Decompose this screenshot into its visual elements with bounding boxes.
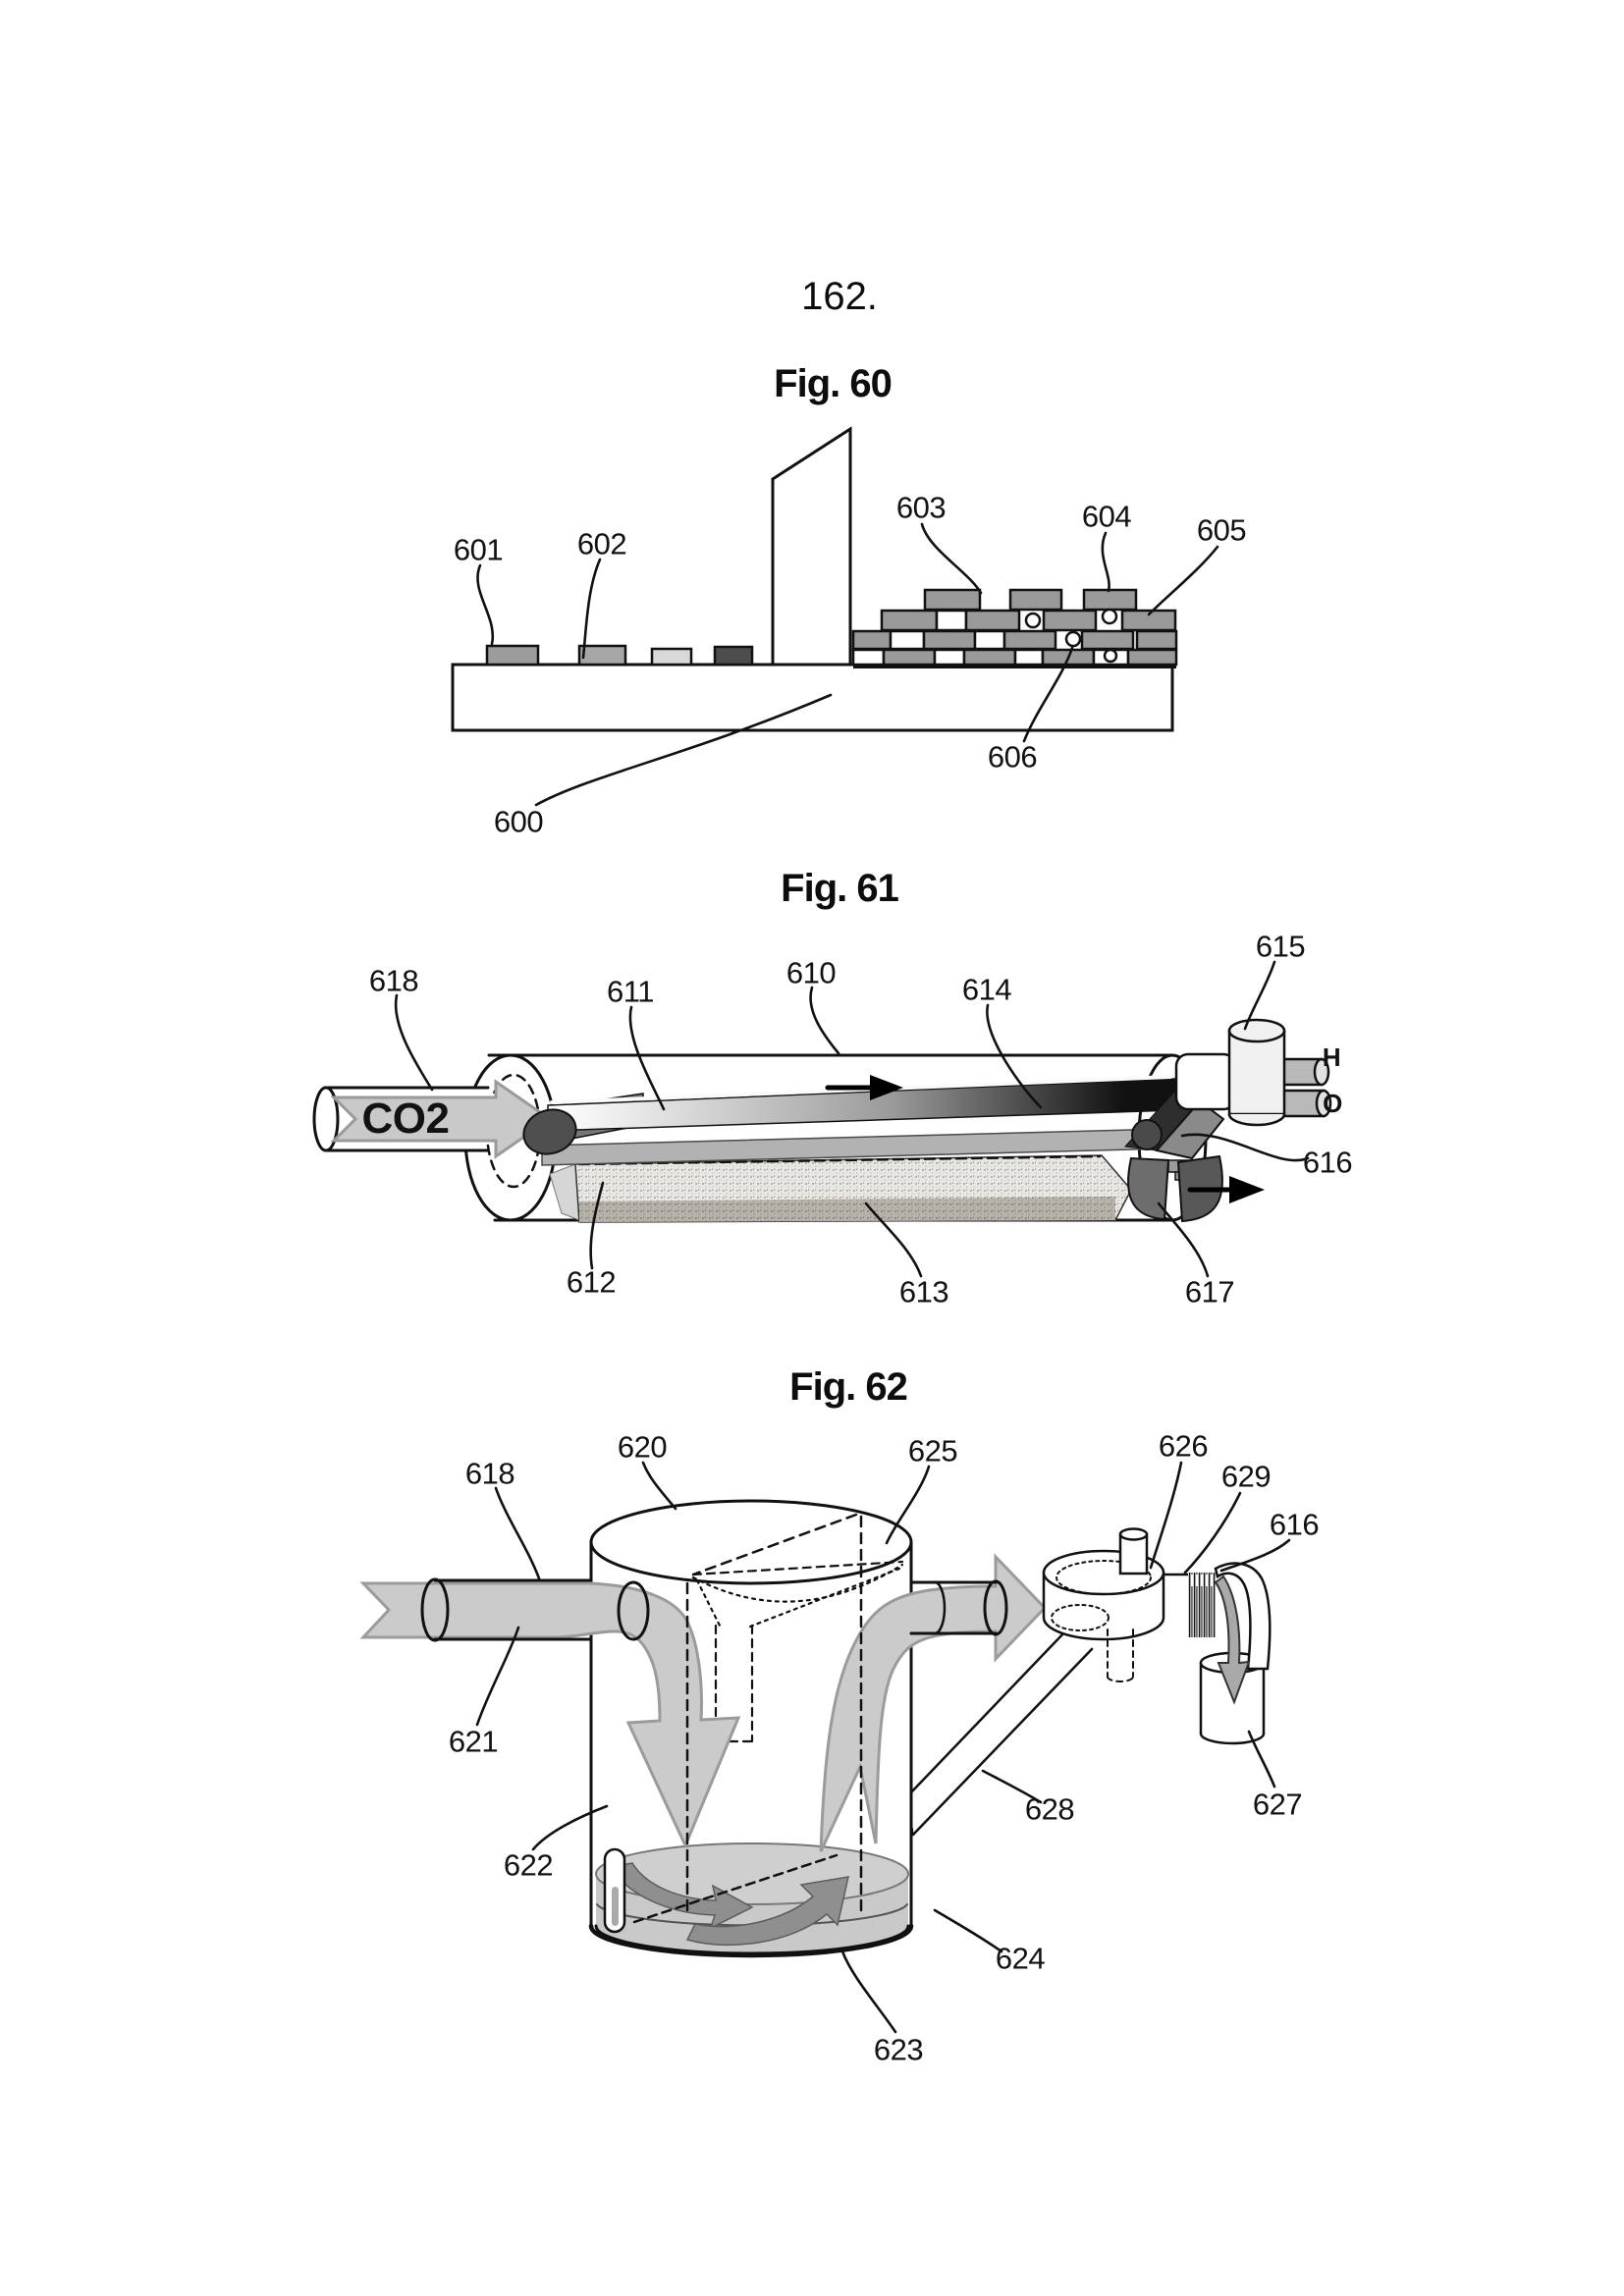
ref-628: 628 xyxy=(1024,1791,1075,1827)
brick xyxy=(1128,650,1176,665)
ref-616-fig62: 616 xyxy=(1269,1507,1320,1542)
ref-615: 615 xyxy=(1255,929,1306,964)
block-light xyxy=(652,649,691,665)
leader-602 xyxy=(583,560,600,658)
brick xyxy=(1084,590,1136,610)
ref-626: 626 xyxy=(1158,1428,1209,1464)
fig61-caption: Fig. 61 xyxy=(781,867,898,910)
fig60-art xyxy=(453,429,1218,805)
ref-627: 627 xyxy=(1252,1787,1303,1822)
leader-624 xyxy=(935,1910,1001,1951)
level-gauge xyxy=(605,1849,624,1932)
leader-629 xyxy=(1185,1493,1240,1573)
hub xyxy=(1132,1120,1162,1149)
ref-620: 620 xyxy=(617,1429,668,1465)
leader-627 xyxy=(1249,1732,1274,1787)
leader-618 xyxy=(396,995,432,1090)
brush-616 xyxy=(1188,1573,1216,1637)
ref-610: 610 xyxy=(785,955,837,990)
ref-605: 605 xyxy=(1196,512,1247,548)
ref-612: 612 xyxy=(566,1264,617,1300)
brick xyxy=(975,631,1004,649)
block-601 xyxy=(487,646,538,665)
o-output-text: O xyxy=(1323,1089,1342,1118)
electrolyzer-615 xyxy=(1176,1020,1330,1125)
leader-605 xyxy=(1149,547,1218,614)
pore-circle xyxy=(1066,632,1080,646)
brick xyxy=(853,650,884,665)
ref-617: 617 xyxy=(1184,1274,1235,1309)
block-602 xyxy=(579,646,625,665)
ref-622: 622 xyxy=(503,1847,554,1883)
brick xyxy=(937,611,966,630)
brick xyxy=(853,631,891,649)
ref-625: 625 xyxy=(907,1433,958,1468)
ref-602: 602 xyxy=(576,526,627,561)
ref-618: 618 xyxy=(368,963,419,998)
leader-610 xyxy=(811,988,839,1053)
brick xyxy=(924,631,975,649)
ref-613: 613 xyxy=(898,1274,949,1309)
h-output-text: H xyxy=(1322,1042,1341,1072)
page-number: 162. xyxy=(801,275,878,318)
block-dark xyxy=(715,647,752,665)
brick xyxy=(1004,631,1056,649)
ref-618-fig62: 618 xyxy=(464,1456,515,1491)
brick xyxy=(925,590,980,610)
fig62-art xyxy=(363,1459,1289,2032)
ref-614: 614 xyxy=(961,972,1012,1007)
ref-604: 604 xyxy=(1081,499,1132,534)
ref-600: 600 xyxy=(493,804,544,839)
brick xyxy=(1044,611,1096,630)
ref-601: 601 xyxy=(453,532,504,567)
leader-620 xyxy=(643,1463,676,1509)
brick xyxy=(1015,650,1043,665)
ref-623: 623 xyxy=(873,2032,924,2067)
brick xyxy=(935,650,964,665)
ref-606: 606 xyxy=(987,739,1038,774)
pore-circle xyxy=(1026,614,1040,627)
pore-circle xyxy=(1105,650,1116,662)
leader-626 xyxy=(1151,1463,1181,1568)
brick xyxy=(1082,631,1133,649)
fig62-caption: Fig. 62 xyxy=(789,1365,907,1409)
ref-611: 611 xyxy=(607,974,654,1009)
vertical-wall xyxy=(773,429,850,665)
leader-604 xyxy=(1103,533,1110,591)
leader-618 xyxy=(496,1488,539,1578)
brick xyxy=(882,611,937,630)
co2-text: CO2 xyxy=(361,1095,450,1143)
leader-621 xyxy=(477,1628,518,1725)
leader-603 xyxy=(922,524,981,593)
surface-blocks xyxy=(487,646,752,665)
brick xyxy=(1010,590,1061,610)
leader-623 xyxy=(842,1951,895,2032)
brick-wall xyxy=(853,590,1176,668)
brick xyxy=(1137,631,1176,649)
ref-616-fig61: 616 xyxy=(1302,1145,1353,1180)
device-body xyxy=(1229,1031,1284,1114)
brick xyxy=(891,631,924,649)
ref-624: 624 xyxy=(995,1941,1046,1976)
leader-601 xyxy=(477,565,492,644)
device-top xyxy=(1229,1020,1284,1041)
ref-621: 621 xyxy=(448,1724,499,1759)
ref-629: 629 xyxy=(1220,1459,1272,1494)
fig60-caption: Fig. 60 xyxy=(774,362,892,405)
outlet-arrow-head xyxy=(1229,1176,1265,1203)
inflow-down-arrow xyxy=(363,1583,738,1845)
substrate xyxy=(453,665,1172,730)
fig61-art xyxy=(314,962,1330,1276)
leader-615 xyxy=(1245,962,1274,1029)
brick xyxy=(964,650,1015,665)
brick xyxy=(966,611,1019,630)
pore-circle xyxy=(1103,610,1116,623)
connector-bracket xyxy=(1176,1054,1235,1109)
leader-616 xyxy=(1221,1540,1289,1571)
ref-603: 603 xyxy=(895,490,947,525)
brick xyxy=(884,650,935,665)
rotary-disc-626 xyxy=(1044,1529,1216,1682)
